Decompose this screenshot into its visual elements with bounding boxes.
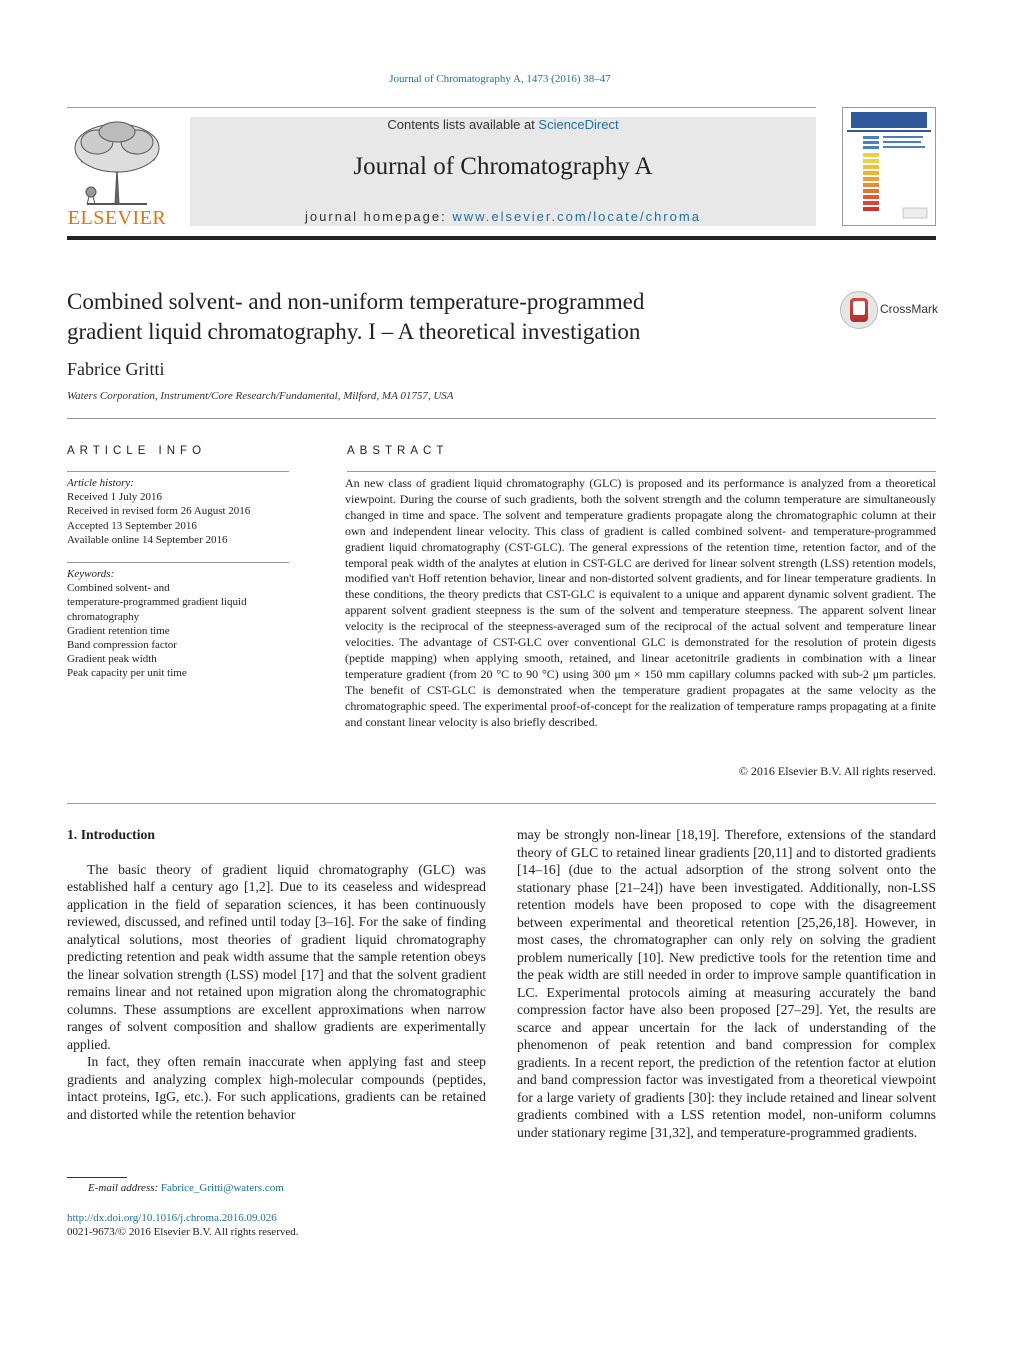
journal-cover-thumbnail <box>842 107 936 226</box>
keyword-item: Gradient peak width <box>67 653 157 666</box>
contents-line: Contents lists available at ScienceDirect <box>387 117 619 132</box>
body-column-right <box>517 826 936 1141</box>
journal-title: Journal of Chromatography A <box>353 153 653 180</box>
abstract-heading: ABSTRACT <box>347 445 449 457</box>
history-online: Available online 14 September 2016 <box>67 533 228 546</box>
corresponding-email: E-mail address: Fabrice_Gritti@waters.com <box>88 1182 284 1194</box>
body-paragraph: may be strongly non-linear [18,19]. Therefore, extensions of the standard theory of GLC to retained linear gradients [20,11] and to distorted gradients [14–16] (due to the actual adsorption of the strong solvent onto the stationary phase [21–24]) have been investigated. Additionally, non-LSS retention models have been proposed to cope with the disagreement between experimental and theoretical retention [25,26,18]. However, in most cases, the chromatographer can only rely on solving the gradient problem numerically [10]. New predictive tools for the retention time and the peak width are still needed in order to improve sample quantification in LC. Experimental protocols aiming at measuring accurately the band compression factor have also been proposed [27–29]. Yet, the results are scarce and appear uncertain for the lack of understanding of the phenomenon of peak retention and band compression for complex gradients. In a recent report, the prediction of the retention factor at elution and band compression factor was investigated from a theoretical viewpoint for a large variety of gradients [30]: they include retained and linear solvent gradients combined with a LSS retention model, non-uniform columns under stationary regime [31,32], and temperature-programmed gradients. <box>517 827 936 1140</box>
email-link[interactable]: Fabrice_Gritti@waters.com <box>160 1182 284 1194</box>
body-column-left <box>67 826 486 1123</box>
article-history <box>67 476 289 547</box>
abstract-bottom-rule <box>67 803 936 804</box>
keywords-list <box>67 567 289 681</box>
keywords-label: Keywords: <box>67 568 115 580</box>
section-heading-introduction: 1. Introduction <box>67 827 155 842</box>
keyword-item: Gradient retention time <box>67 624 170 637</box>
issn-copyright: 0021-9673/© 2016 Elsevier B.V. All rights reserved. <box>67 1226 299 1238</box>
footnote-rule <box>67 1177 127 1178</box>
body-paragraph: The basic theory of gradient liquid chromatography (GLC) was established half a century ago [1,2]. Due to its ceaseless and widespread application in the field of separation sciences, it has been continuously reviewed, discussed, and refined until today [3–16]. For the sake of finding analytical solutions, most theories of gradient liquid chromatography predicting retention and peak width assume that the sample retention obeys the linear solvation strength (LSS) model [17] and that the solvent gradient remains linear and not retained upon migration along the chromatographic columns. These assumptions are excellent approximations when narrow ranges of solvent composition and shallow gradients are experimentally applied. <box>67 861 486 1052</box>
journal-banner <box>190 117 816 226</box>
header-thick-rule <box>67 236 936 240</box>
history-label: Article history: <box>67 477 134 489</box>
homepage-link[interactable]: www.elsevier.com/locate/chroma <box>452 209 701 224</box>
abstract-copyright: © 2016 Elsevier B.V. All rights reserved. <box>738 764 936 778</box>
keyword-item: chromatography <box>67 610 140 623</box>
publisher-name: ELSEVIER <box>67 207 167 229</box>
doi-link[interactable]: http://dx.doi.org/10.1016/j.chroma.2016.09.026 <box>67 1212 277 1224</box>
history-accepted: Accepted 13 September 2016 <box>67 519 197 532</box>
crossmark-icon <box>840 291 878 329</box>
journal-homepage: journal homepage: www.elsevier.com/locate/chroma <box>305 209 701 224</box>
article-info-rule <box>67 471 289 472</box>
abstract-text: An new class of gradient liquid chromatography (GLC) is proposed and its performance is analyzed from a theoretical viewpoint. During the course of such gradients, both the solvent strength and the column temperature are simultaneously changed in time and space. The solvent and temperature gradients propagate along the chromatographic column at their own and independent linear velocity. This class of gradient is called combined solvent- and temperature-programmed gradient liquid chromatography (CST-GLC). The general expressions of the retention time, retention factor, and of the temporal peak width of the analytes at elution in CST-GLC are derived for linear solvent strength (LSS) retention models, modified van't Hoff retention behavior, linear and non-distorted solvent gradients, and for linear temperature gradients. In these conditions, the theory predicts that CST-GLC is equivalent to a unique and apparent dynamic solvent gradient. The apparent solvent gradient steepness is the sum of the solvent and temperature steepness. The apparent solvent linear velocity is the reciprocal of the steepness-averaged sum of the reciprocal of the actual solvent and temperature linear velocities. The advantage of CST-GLC over conventional GLC is demonstrated for the resolution of protein digests (peptide mapping) when applying smooth, retained, and linear acetonitrile gradients in combination with a linear temperature gradient (from 20 °C to 90 °C) using 300 μm × 150 mm capillary columns packed with sub-2 μm particles. The benefit of CST-GLC is demonstrated when the temperature gradient propagates at the same velocity as the chromatographic speed. The experimental proof-of-concept for the realization of temperature ramps propagating at a finite and constant linear velocity is also briefly described. <box>345 476 936 729</box>
elsevier-tree-icon <box>67 118 167 206</box>
keyword-item: Peak capacity per unit time <box>67 667 187 680</box>
keyword-item: Combined solvent- and <box>67 582 170 595</box>
body-paragraph: In fact, they often remain inaccurate when applying fast and steep gradients and analyzing complex high-molecular compounds (peptides, intact proteins, IgG, etc.). For such applications, gradients can be retained and distorted while the retention behavior <box>67 1054 486 1122</box>
keywords-rule <box>67 562 289 563</box>
journal-reference[interactable]: Journal of Chromatography A, 1473 (2016) 38–47 <box>389 73 611 85</box>
keyword-item: Band compression factor <box>67 639 177 652</box>
author-affiliation: Waters Corporation, Instrument/Core Research/Fundamental, Milford, MA 01757, USA <box>67 390 454 402</box>
abstract-rule <box>347 471 936 472</box>
history-revised: Received in revised form 26 August 2016 <box>67 505 251 518</box>
article-title: Combined solvent- and non-uniform temperature-programmed gradient liquid chromatography. I – A theoretical investigation <box>67 289 645 344</box>
author-name: Fabrice Gritti <box>67 359 165 379</box>
title-rule <box>67 418 936 419</box>
journal-cover-image <box>843 108 935 225</box>
history-received: Received 1 July 2016 <box>67 491 163 504</box>
crossmark-badge[interactable] <box>840 291 940 331</box>
sciencedirect-link[interactable]: ScienceDirect <box>538 117 619 132</box>
header-top-rule <box>67 107 816 108</box>
keyword-item: temperature-programmed gradient liquid <box>67 596 247 609</box>
article-info-heading: ARTICLE INFO <box>67 445 207 457</box>
elsevier-logo <box>67 118 167 230</box>
crossmark-label: CrossMark <box>880 302 939 316</box>
